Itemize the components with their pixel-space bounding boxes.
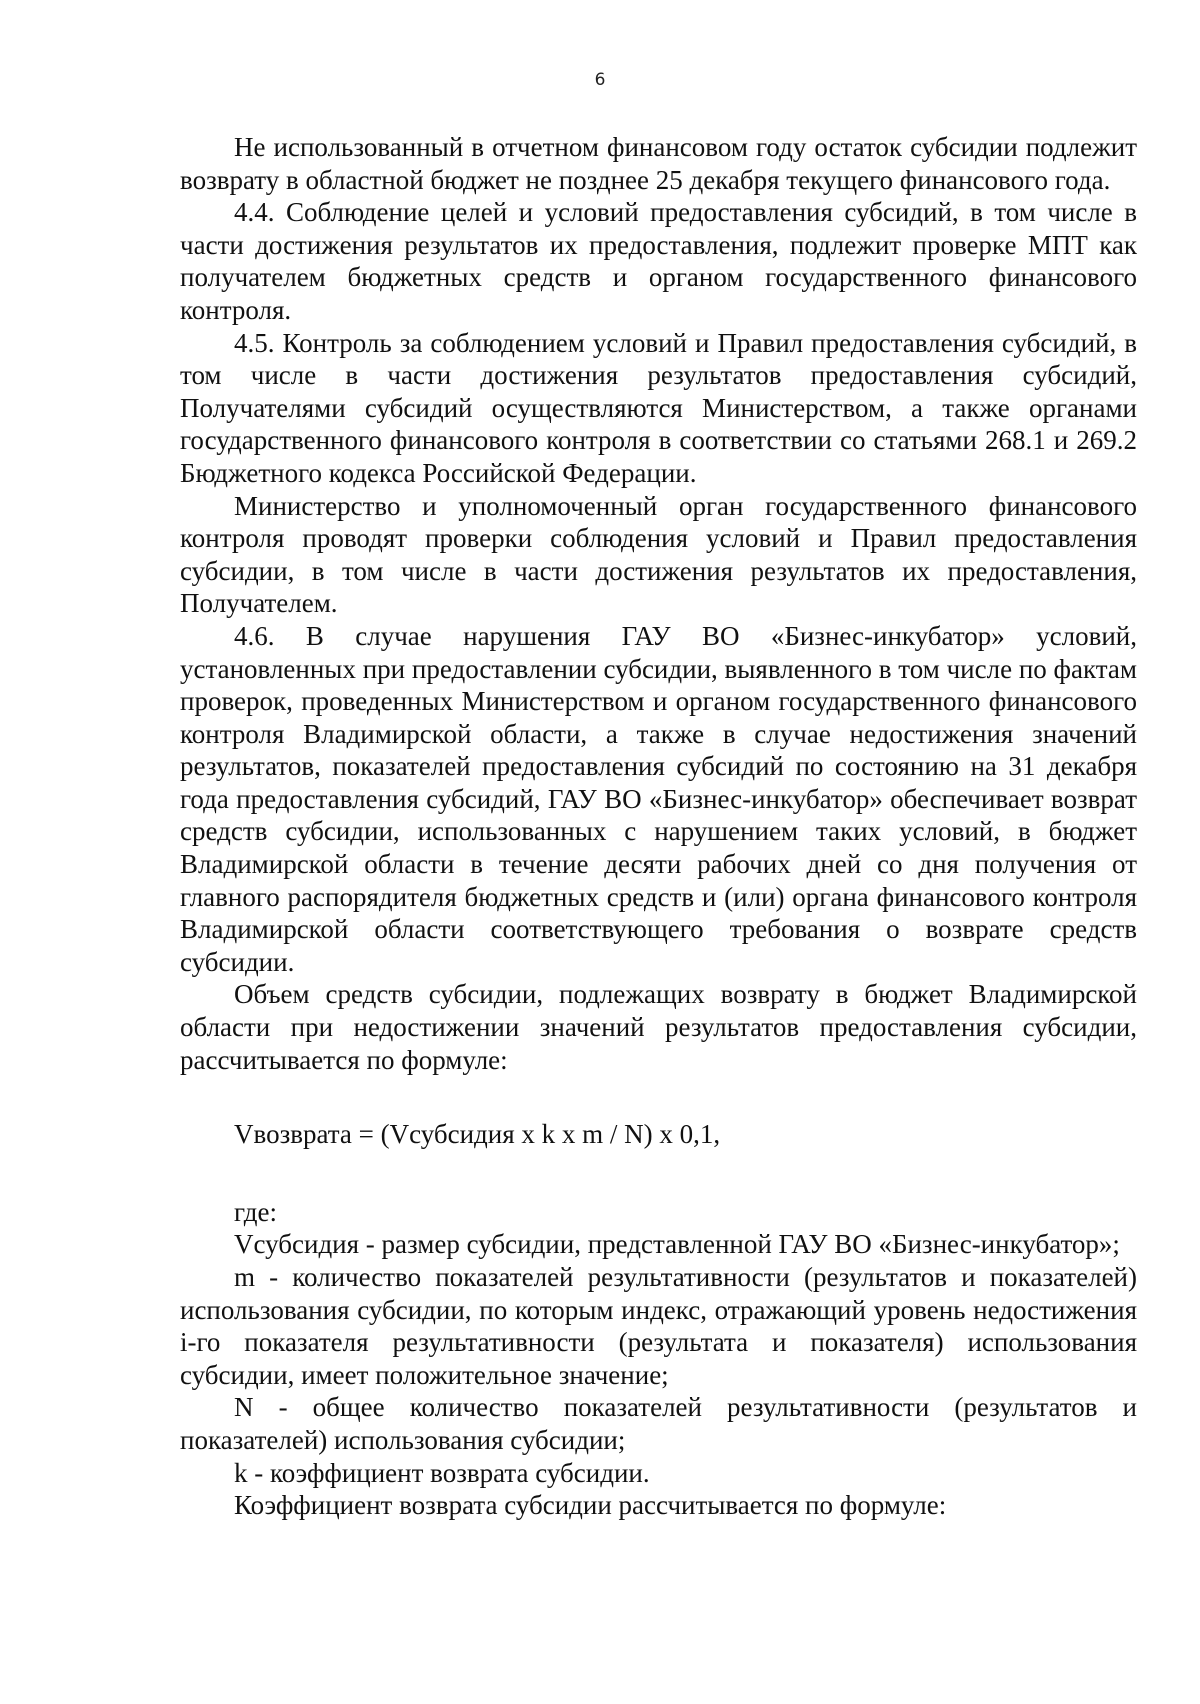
paragraph-unused-balance: Не использованный в отчетном финансовом году остаток субсидии подлежит возврату в областной бюджет не позднее 25 декабря текущего финансового года.: [180, 132, 1137, 195]
definition-v-subsidy: Vсубсидия - размер субсидии, представленной ГАУ ВО «Бизнес-инкубатор»;: [234, 1229, 1120, 1260]
return-formula: Vвозврата = (Vсубсидия x k x m / N) x 0,1,: [234, 1119, 721, 1150]
definition-m: m - количество показателей результативности (результатов и показателей) использования субсидии, по которым индекс, отражающий уровень недостижения i-го показателя результативности (результата и показателя) использования субсидии, имеет положительное значение;: [180, 1262, 1137, 1390]
paragraph-return-volume: Объем средств субсидии, подлежащих возврату в бюджет Владимирской области при недостижении значений результатов предоставления субсидии, рассчитывается по формуле:: [180, 979, 1137, 1075]
closing-sentence: Коэффициент возврата субсидии рассчитывается по формуле:: [234, 1490, 947, 1521]
paragraph-4-4: 4.4. Соблюдение целей и условий предоставления субсидий, в том числе в части достижения результатов их предоставления, подлежит проверке МПТ как получателем бюджетных средств и органом государственного финансового контроля.: [180, 197, 1137, 325]
definition-k: k - коэффициент возврата субсидии.: [234, 1457, 650, 1488]
paragraph-ministry-checks: Министерство и уполномоченный орган государственного финансового контроля проводят проверки соблюдения условий и Правил предоставления субсидии, в том числе в части достижения результатов их предоставления, Получателем.: [180, 490, 1137, 619]
page-number: 6: [594, 70, 606, 90]
document-body: [180, 131, 1137, 1522]
paragraph-4-6: 4.6. В случае нарушения ГАУ ВО «Бизнес-инкубатор» условий, установленных при предоставлении субсидии, выявленного в том числе по фактам проверок, проведенных Министерством и органом государственного финансового контроля Владимирской области, а также в случае недостижения значений результатов, показателей предоставления субсидий по состоянию на 31 декабря года предоставления субсидий, ГАУ ВО «Бизнес-инкубатор» обеспечивает возврат средств субсидии, использованных с нарушением таких условий, в бюджет Владимирской области в течение десяти рабочих дней со дня получения от главного распорядителя бюджетных средств и (или) органа финансового контроля Владимирской области соответствующего требования о возврате средств субсидии.: [180, 620, 1137, 977]
where-label: где:: [234, 1196, 277, 1227]
definition-n: N - общее количество показателей результативности (результатов и показателей) использования субсидии;: [180, 1392, 1137, 1455]
paragraph-4-5: 4.5. Контроль за соблюдением условий и Правил предоставления субсидий, в том числе в части достижения результатов предоставления субсидий, Получателями субсидий осуществляются Министерством, а также органами государственного финансового контроля в соответствии со статьями 268.1 и 269.2 Бюджетного кодекса Российской Федерации.: [180, 327, 1137, 488]
